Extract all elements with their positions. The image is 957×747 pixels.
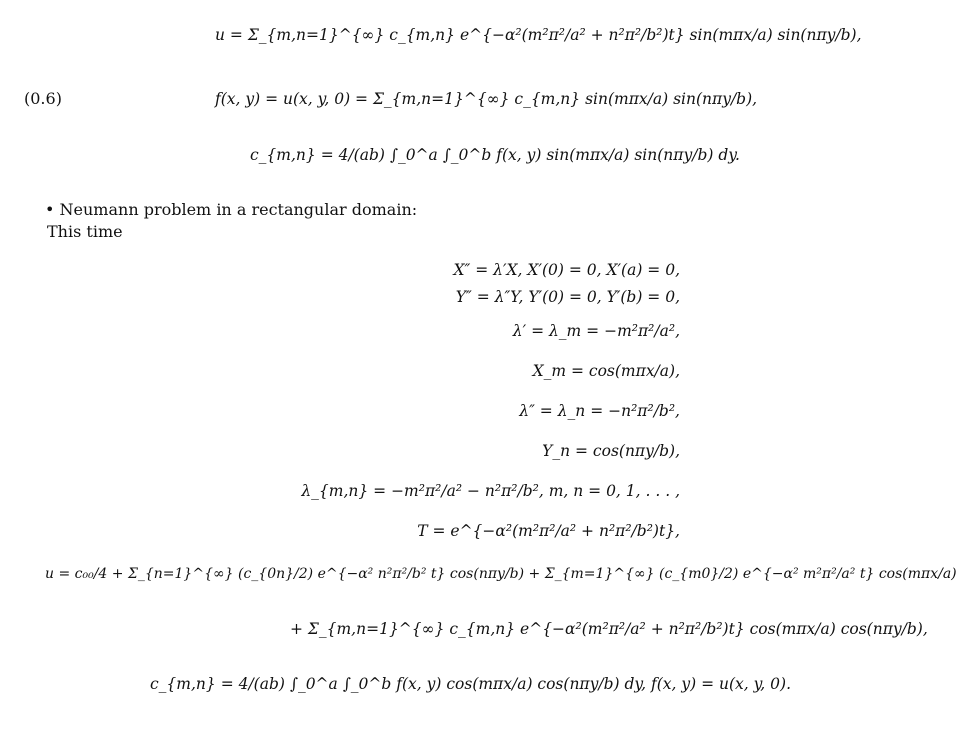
equation-t: T = e^{−α²(m²π²/a² + n²π²/b²)t},	[417, 522, 680, 540]
equation-coefficient-cosine: c_{m,n} = 4/(ab) ∫_0^a ∫_0^b f(x, y) cos(mπx/a) cos(nπy/b) dy, f(x, y) = u(x, y, 0).	[150, 675, 791, 693]
equation-number: (0.6)	[24, 89, 62, 108]
equation-y-n: Y_n = cos(nπy/b),	[542, 442, 680, 460]
equation-u-cosine-series: u = c₀₀/4 + Σ_{n=1}^{∞} (c_{0n}/2) e^{−α² n²π²/b² t} cos(nπy/b) + Σ_{m=1}^{∞} (c_{m0}/2) e^{−α² m²π²/a² t} cos(mπx/a)	[45, 566, 957, 582]
equation-initial-condition: f(x, y) = u(x, y, 0) = Σ_{m,n=1}^{∞} c_{m,n} sin(mπx/a) sin(nπy/b),	[215, 90, 758, 108]
equation-lambda-m: λ′ = λ_m = −m²π²/a²,	[512, 322, 680, 340]
equation-u-sine-series: u = Σ_{m,n=1}^{∞} c_{m,n} e^{−α²(m²π²/a² + n²π²/b²)t} sin(mπx/a) sin(nπy/b),	[215, 26, 862, 44]
equation-y-ode: Y″ = λ″Y, Y′(0) = 0, Y′(b) = 0,	[455, 288, 680, 306]
section-bullet: • Neumann problem in a rectangular domain:	[45, 200, 418, 219]
equation-lambda-mn: λ_{m,n} = −m²π²/a² − n²π²/b², m, n = 0, 1, . . . ,	[301, 482, 680, 500]
equation-x-ode: X″ = λ′X, X′(0) = 0, X′(a) = 0,	[453, 261, 680, 279]
equation-x-m: X_m = cos(mπx/a),	[532, 362, 680, 380]
equation-u-cosine-series-continued: + Σ_{m,n=1}^{∞} c_{m,n} e^{−α²(m²π²/a² + n²π²/b²)t} cos(mπx/a) cos(nπy/b),	[290, 620, 928, 638]
equation-coefficient-sine: c_{m,n} = 4/(ab) ∫_0^a ∫_0^b f(x, y) sin(mπx/a) sin(nπy/b) dy.	[250, 146, 740, 164]
paragraph-text: This time	[47, 222, 123, 241]
equation-lambda-n: λ″ = λ_n = −n²π²/b²,	[519, 402, 680, 420]
